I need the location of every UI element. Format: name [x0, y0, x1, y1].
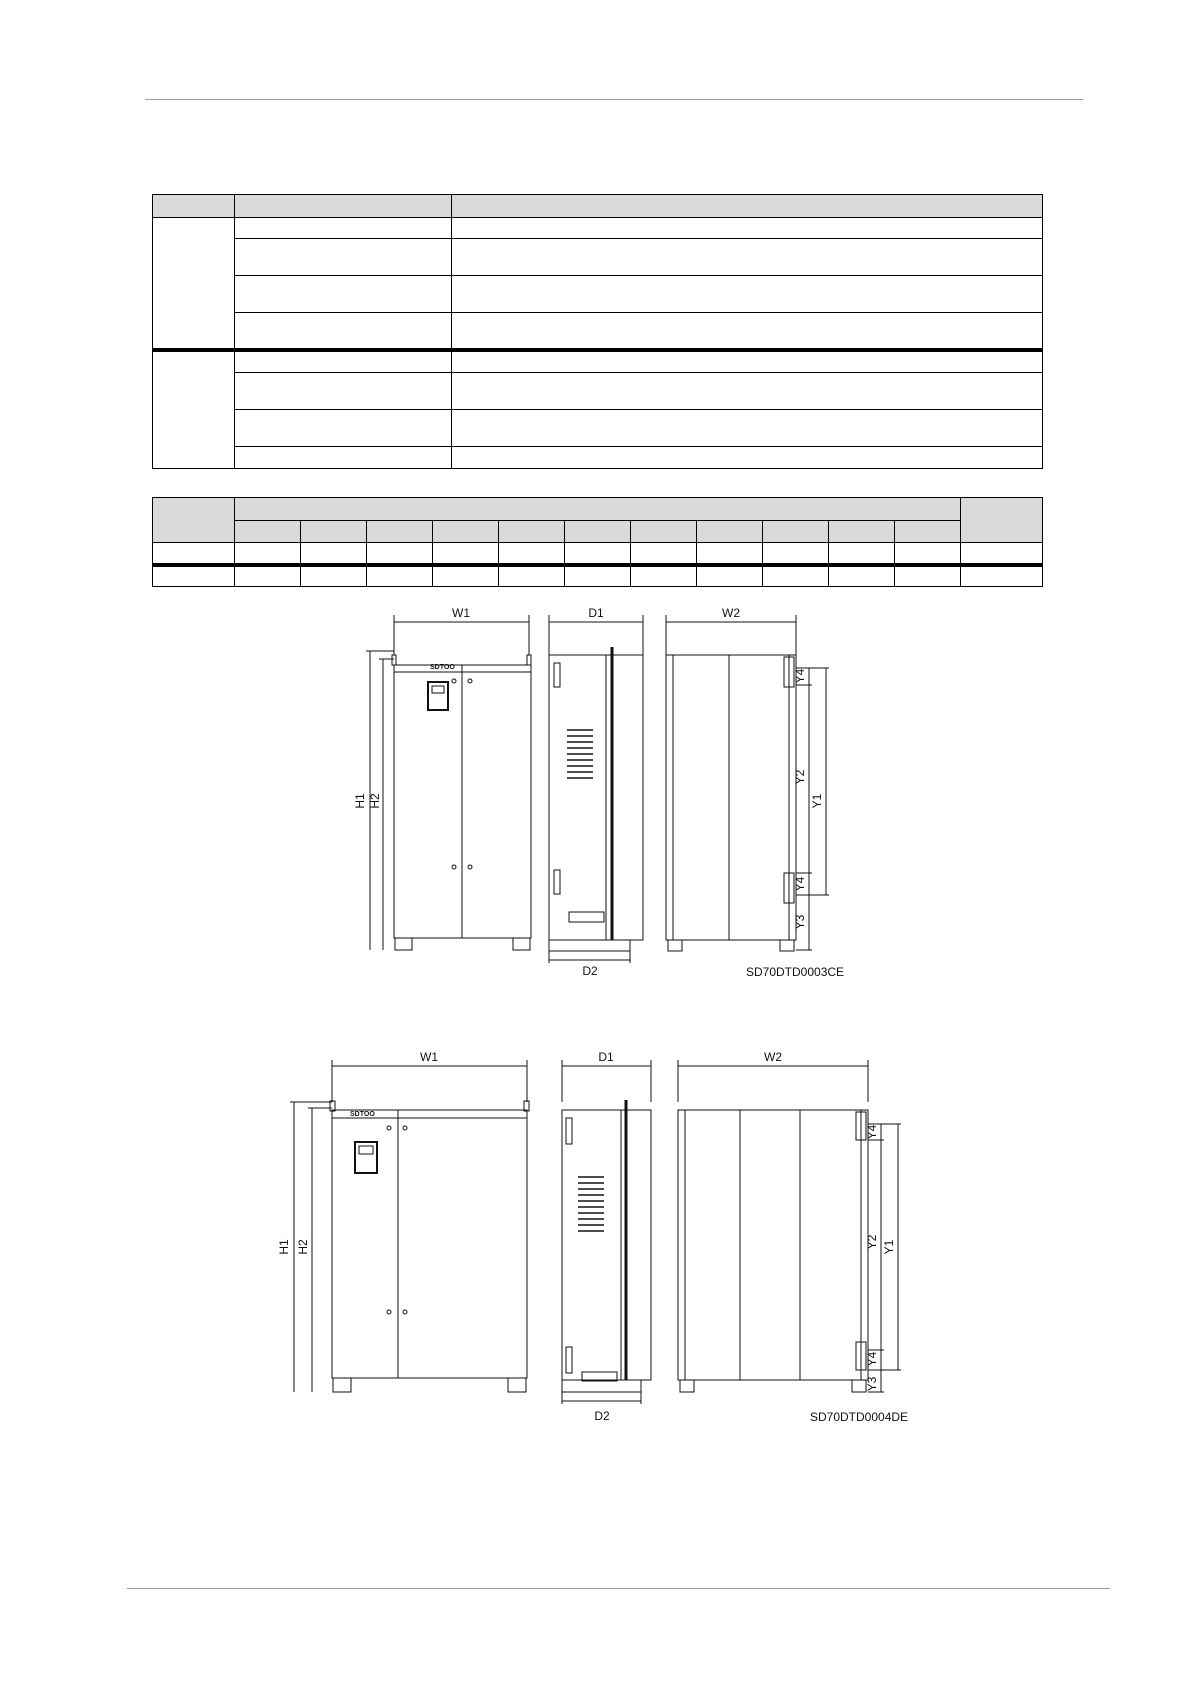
dim-y4-bottom: Y4 [793, 876, 807, 892]
dim-y4-top-2: Y4 [865, 1124, 879, 1140]
dim-d1: D1 [588, 606, 604, 620]
logo-text: SDTOO [430, 664, 455, 671]
footer-rule [127, 1588, 1110, 1589]
table-row [153, 218, 1043, 239]
table-row [153, 565, 1043, 587]
rear-view [666, 655, 829, 951]
front-view-2 [330, 1101, 529, 1392]
table-header-row [153, 195, 1043, 218]
dim-y1-2: Y1 [882, 1239, 896, 1255]
dim-y1: Y1 [810, 793, 824, 809]
table-row [153, 410, 1043, 447]
table-row [153, 239, 1043, 276]
table-row [153, 276, 1043, 313]
front-view [392, 655, 531, 950]
dim-y2: Y2 [793, 769, 807, 785]
table-row [153, 373, 1043, 410]
dim-h2: H2 [368, 793, 382, 809]
dim-y2-2: Y2 [865, 1234, 879, 1250]
drawing-code-1: SD70DTD0003CE [746, 965, 845, 979]
dim-h2-2: H2 [296, 1239, 310, 1255]
dim-y4-bottom-2: Y4 [865, 1351, 879, 1367]
cabinet-drawing-1 [350, 605, 850, 980]
dim-y3-2: Y3 [865, 1376, 879, 1392]
logo-text-2: SDTOO [350, 1111, 375, 1118]
dim-d2: D2 [582, 964, 598, 978]
dim-h1-2: H1 [277, 1239, 291, 1255]
dim-d1-2: D1 [598, 1052, 614, 1064]
dim-w2-2: W2 [764, 1052, 782, 1064]
side-view-2 [562, 1100, 651, 1423]
table-row [153, 350, 1043, 373]
spec-table [152, 194, 1043, 469]
table-row [153, 447, 1043, 469]
rear-view-2 [678, 1110, 901, 1392]
table-row [153, 313, 1043, 350]
side-view [549, 647, 643, 978]
cabinet-drawing-2 [268, 1052, 928, 1437]
header-rule [145, 99, 1083, 100]
table-row [153, 543, 1043, 565]
dim-w1: W1 [452, 606, 470, 620]
dim-w1-2: W1 [420, 1052, 438, 1064]
dim-y3: Y3 [793, 914, 807, 930]
dim-y4-top: Y4 [793, 668, 807, 684]
dimension-subheader-row [153, 521, 1043, 543]
drawing-code-2: SD70DTD0004DE [810, 1410, 909, 1424]
dim-d2-2: D2 [594, 1409, 610, 1423]
dimension-table [152, 497, 1043, 587]
dim-w2: W2 [722, 606, 740, 620]
dim-h1: H1 [353, 793, 367, 809]
dimension-header-row [153, 498, 1043, 521]
